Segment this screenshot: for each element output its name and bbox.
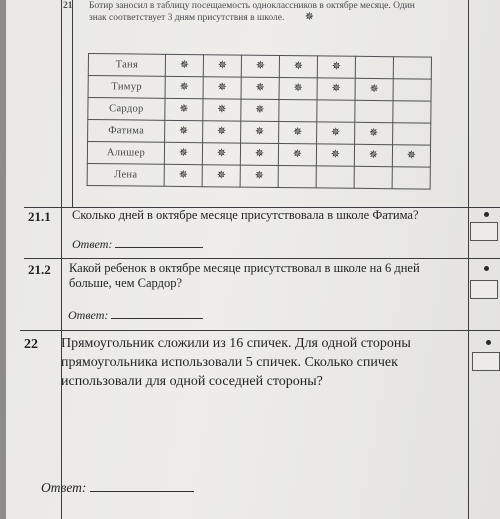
attendance-cell <box>241 77 279 99</box>
sun-icon: ✵ <box>216 147 227 160</box>
q21-number: 21 <box>63 1 73 11</box>
sun-icon: ✵ <box>331 60 342 73</box>
table-row <box>87 163 430 189</box>
sun-icon: ✵ <box>179 102 189 116</box>
attendance-cell <box>279 100 317 122</box>
attendance-cell <box>164 164 202 186</box>
student-name: Таня <box>88 54 165 77</box>
attendance-cell <box>355 122 393 144</box>
sun-icon: ✵ <box>331 126 341 139</box>
student-name: Сардор <box>88 98 165 121</box>
left-margin-line <box>61 0 62 519</box>
sun-icon: ✵ <box>254 169 264 182</box>
attendance-cell <box>279 56 317 78</box>
q21-2-text <box>69 261 464 291</box>
attendance-cell <box>355 56 393 78</box>
sun-icon: ✵ <box>293 82 303 95</box>
sun-icon: ✵ <box>330 148 341 161</box>
worksheet-page <box>6 0 500 519</box>
q22-line1: Прямоугольник сложили из 16 спичек. Для одной стороны <box>61 336 411 351</box>
attendance-cell <box>203 99 241 121</box>
q21-text-body: Ботир заносил в таблицу посещаемость одноклассников в октябре месяце. Один знак соответствует 3 дням присутствия в школе. <box>89 1 415 23</box>
divider-211-212 <box>24 258 500 259</box>
attendance-cell <box>354 166 392 188</box>
sun-icon: ✵ <box>406 149 417 162</box>
q22-answer-field[interactable] <box>90 480 194 492</box>
q22-line2: прямоугольника использовали 5 спичек. Сколько спичек <box>61 355 398 370</box>
attendance-cell <box>393 57 431 79</box>
attendance-cell <box>240 143 278 165</box>
q21-1-number: 21.1 <box>28 209 51 224</box>
q22-answer <box>41 480 194 496</box>
q22-marker <box>486 340 491 345</box>
attendance-cell <box>241 99 279 121</box>
q21-1-score-box <box>470 222 498 241</box>
sun-icon: ✵ <box>217 59 228 72</box>
attendance-cell <box>241 121 279 143</box>
right-margin-line <box>468 0 469 519</box>
attendance-cell <box>317 122 355 144</box>
q21-1-marker <box>484 212 489 217</box>
attendance-cell <box>392 167 430 189</box>
attendance-cell <box>393 101 431 123</box>
sun-icon: ✵ <box>369 82 379 96</box>
attendance-cell <box>202 143 240 165</box>
sun-icon: ✵ <box>292 148 303 161</box>
q21-2-answer <box>68 307 203 323</box>
sun-icon: ✵ <box>217 125 227 138</box>
q21-2-line2: больше, чем Сардор? <box>69 276 183 290</box>
attendance-cell <box>278 144 316 166</box>
sun-icon: ✵ <box>179 124 189 138</box>
attendance-cell <box>393 123 431 145</box>
attendance-cell <box>165 76 203 98</box>
q21-2-number: 21.2 <box>28 262 51 277</box>
q21-2-score-box <box>470 280 498 299</box>
student-name: Тимур <box>88 76 165 99</box>
attendance-cell <box>202 165 240 187</box>
sun-icon: ✵ <box>304 11 314 23</box>
attendance-cell <box>240 165 278 187</box>
q21-2-answer-field[interactable] <box>111 307 203 319</box>
q22-text <box>61 334 466 391</box>
sun-icon: ✵ <box>255 125 265 138</box>
q22-score-box <box>472 352 500 371</box>
attendance-cell <box>279 78 317 100</box>
sun-icon: ✵ <box>254 147 265 160</box>
attendance-cell <box>316 166 354 188</box>
sun-icon: ✵ <box>255 81 265 94</box>
q21-2-marker <box>484 266 489 271</box>
q21-text <box>89 1 429 24</box>
attendance-cell <box>355 100 393 122</box>
q21-2-line1: Какой ребенок в октябре месяце присутствовал в школе на 6 дней <box>69 261 420 275</box>
student-name: Алишер <box>87 142 164 165</box>
q21-1-answer <box>72 236 203 252</box>
sun-icon: ✵ <box>368 148 379 162</box>
attendance-cell <box>203 121 241 143</box>
attendance-cell <box>354 144 392 166</box>
attendance-cell <box>165 54 203 76</box>
attendance-cell <box>393 79 431 101</box>
sun-icon: ✵ <box>369 126 379 140</box>
attendance-cell <box>317 100 355 122</box>
student-name: Лена <box>87 163 164 186</box>
attendance-cell <box>279 122 317 144</box>
q21-2-answer-label: Ответ: <box>68 308 109 322</box>
sun-icon: ✵ <box>293 126 303 139</box>
sun-icon: ✵ <box>255 59 266 72</box>
attendance-cell <box>317 78 355 100</box>
q22-answer-label: Ответ: <box>41 480 87 495</box>
attendance-table <box>87 53 432 190</box>
sun-icon: ✵ <box>178 168 188 182</box>
attendance-cell <box>392 145 430 167</box>
number-column-line <box>72 0 73 208</box>
q21-1-answer-field[interactable] <box>115 236 203 248</box>
sun-icon: ✵ <box>293 60 304 73</box>
attendance-cell <box>203 55 241 77</box>
sun-icon: ✵ <box>217 103 227 116</box>
q22-line3: использовали для одной соседней стороны? <box>61 374 323 389</box>
attendance-cell <box>164 142 202 164</box>
attendance-cell <box>355 78 393 100</box>
q22-number: 22 <box>24 337 38 352</box>
attendance-cell <box>278 165 316 187</box>
sun-icon: ✵ <box>255 103 265 116</box>
sun-icon: ✵ <box>179 80 189 94</box>
divider-212-22 <box>20 330 500 331</box>
attendance-cell <box>316 144 354 166</box>
attendance-cell <box>165 98 203 120</box>
attendance-cell <box>241 55 279 77</box>
sun-icon: ✵ <box>179 58 190 72</box>
attendance-cell <box>317 56 355 78</box>
student-name: Фатима <box>88 120 165 143</box>
sun-icon: ✵ <box>217 81 227 94</box>
q21-1-text: Сколько дней в октябре месяце присутствовала в школе Фатима? <box>72 208 419 222</box>
sun-icon: ✵ <box>178 146 189 160</box>
attendance-cell <box>203 77 241 99</box>
attendance-cell <box>165 120 203 142</box>
sun-icon: ✵ <box>331 82 341 95</box>
sun-icon: ✵ <box>216 169 226 182</box>
q21-1-answer-label: Ответ: <box>72 237 113 251</box>
